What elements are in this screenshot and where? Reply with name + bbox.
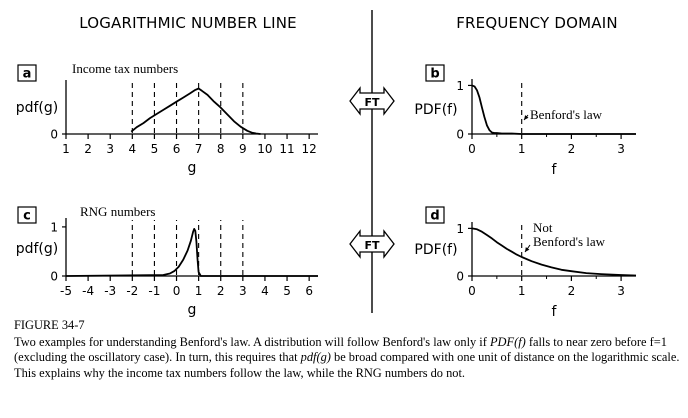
series-line (66, 229, 318, 276)
chart-panel-a (16, 61, 318, 176)
x-axis-label: g (187, 302, 197, 318)
x-tick-label: -2 (126, 284, 139, 298)
y-tick-label: 0 (50, 127, 58, 142)
x-tick-label: 8 (216, 142, 225, 156)
panel-letter: a (22, 66, 32, 82)
panel-letter: c (23, 208, 31, 224)
figure-number: FIGURE 34-7 (14, 318, 85, 332)
x-tick-label: 2 (216, 284, 225, 298)
x-tick-label: 7 (194, 142, 203, 156)
caption-text-1: Two examples for understanding Benford's law. A distribution will follow Benford's law only if (14, 334, 490, 349)
y-tick-label: 0 (456, 127, 464, 142)
y-tick-label: 1 (50, 220, 58, 235)
y-tick-label: 1 (456, 78, 464, 93)
ft-label-bottom: FT (364, 239, 380, 252)
x-tick-label: 0 (468, 142, 476, 156)
series-line (131, 89, 260, 135)
y-axis-label: PDF(f) (414, 102, 458, 118)
header-right: FREQUENCY DOMAIN (456, 14, 618, 32)
x-axis-label: f (551, 304, 557, 320)
x-tick-label: 2 (567, 142, 576, 156)
caption-pdf-g: pdf(g) (300, 350, 331, 365)
x-tick-label: 3 (239, 284, 247, 298)
x-tick-label: 10 (257, 142, 273, 156)
annotation-line: Benford's law (533, 234, 606, 249)
x-tick-label: 3 (617, 142, 625, 156)
x-tick-label: 4 (261, 284, 269, 298)
annotation-text (533, 220, 606, 249)
x-tick-label: 0 (172, 284, 181, 298)
panel-letter: b (430, 66, 440, 82)
chart-panel-b (414, 65, 636, 178)
y-tick-label: 1 (456, 221, 464, 236)
chart-panels (16, 61, 636, 320)
x-tick-label: 2 (567, 284, 576, 298)
annotation-arrowhead (525, 247, 529, 252)
ft-label-top: FT (364, 96, 380, 109)
y-tick-label: 0 (456, 269, 464, 284)
x-tick-label: 0 (468, 284, 476, 298)
panel-letter: d (430, 208, 440, 224)
figure-caption (14, 318, 682, 381)
x-tick-label: -5 (60, 284, 72, 298)
x-tick-label: -4 (82, 284, 95, 298)
x-tick-label: -1 (148, 284, 161, 298)
x-tick-label: 1 (194, 284, 203, 298)
caption-text-2: falls to near zero before f=1 (excluding the oscillatory case). In turn, this requires that (14, 334, 667, 365)
y-axis-label: PDF(f) (414, 242, 458, 258)
panel-title: RNG numbers (80, 204, 156, 219)
x-tick-label: 12 (301, 142, 317, 156)
annotation-text (530, 107, 603, 122)
x-tick-label: 1 (517, 284, 526, 298)
annotation-line: Benford's law (530, 107, 603, 122)
x-tick-label: -3 (104, 284, 117, 298)
x-tick-label: 9 (239, 142, 247, 156)
x-axis-label: f (551, 162, 557, 178)
x-axis-label: g (187, 160, 197, 176)
x-tick-label: 11 (279, 142, 295, 156)
x-tick-label: 3 (617, 284, 625, 298)
chart-panel-d (414, 207, 636, 320)
header-left: LOGARITHMIC NUMBER LINE (79, 14, 297, 32)
x-tick-label: 1 (62, 142, 70, 156)
annotation-line: Not (533, 220, 553, 235)
caption-text-3: be broad compared with one unit of distance on the logarithmic scale. This explains why the income tax numbers follow the law, while the RNG numbers do not. (14, 350, 680, 380)
y-axis-label: pdf(g) (15, 241, 59, 257)
panel-title: Income tax numbers (72, 61, 179, 76)
x-tick-label: 6 (172, 142, 181, 156)
x-tick-label: 5 (150, 142, 159, 156)
y-tick-label: 0 (50, 269, 58, 284)
x-tick-label: 4 (128, 142, 137, 156)
x-tick-label: 1 (517, 142, 526, 156)
x-tick-label: 3 (106, 142, 115, 156)
chart-panel-c (16, 204, 318, 318)
x-tick-label: 6 (305, 284, 313, 298)
y-axis-label: pdf(g) (15, 100, 59, 116)
caption-pdf-f: PDF(f) (489, 334, 526, 349)
x-tick-label: 5 (283, 284, 291, 298)
x-tick-label: 2 (84, 142, 92, 156)
